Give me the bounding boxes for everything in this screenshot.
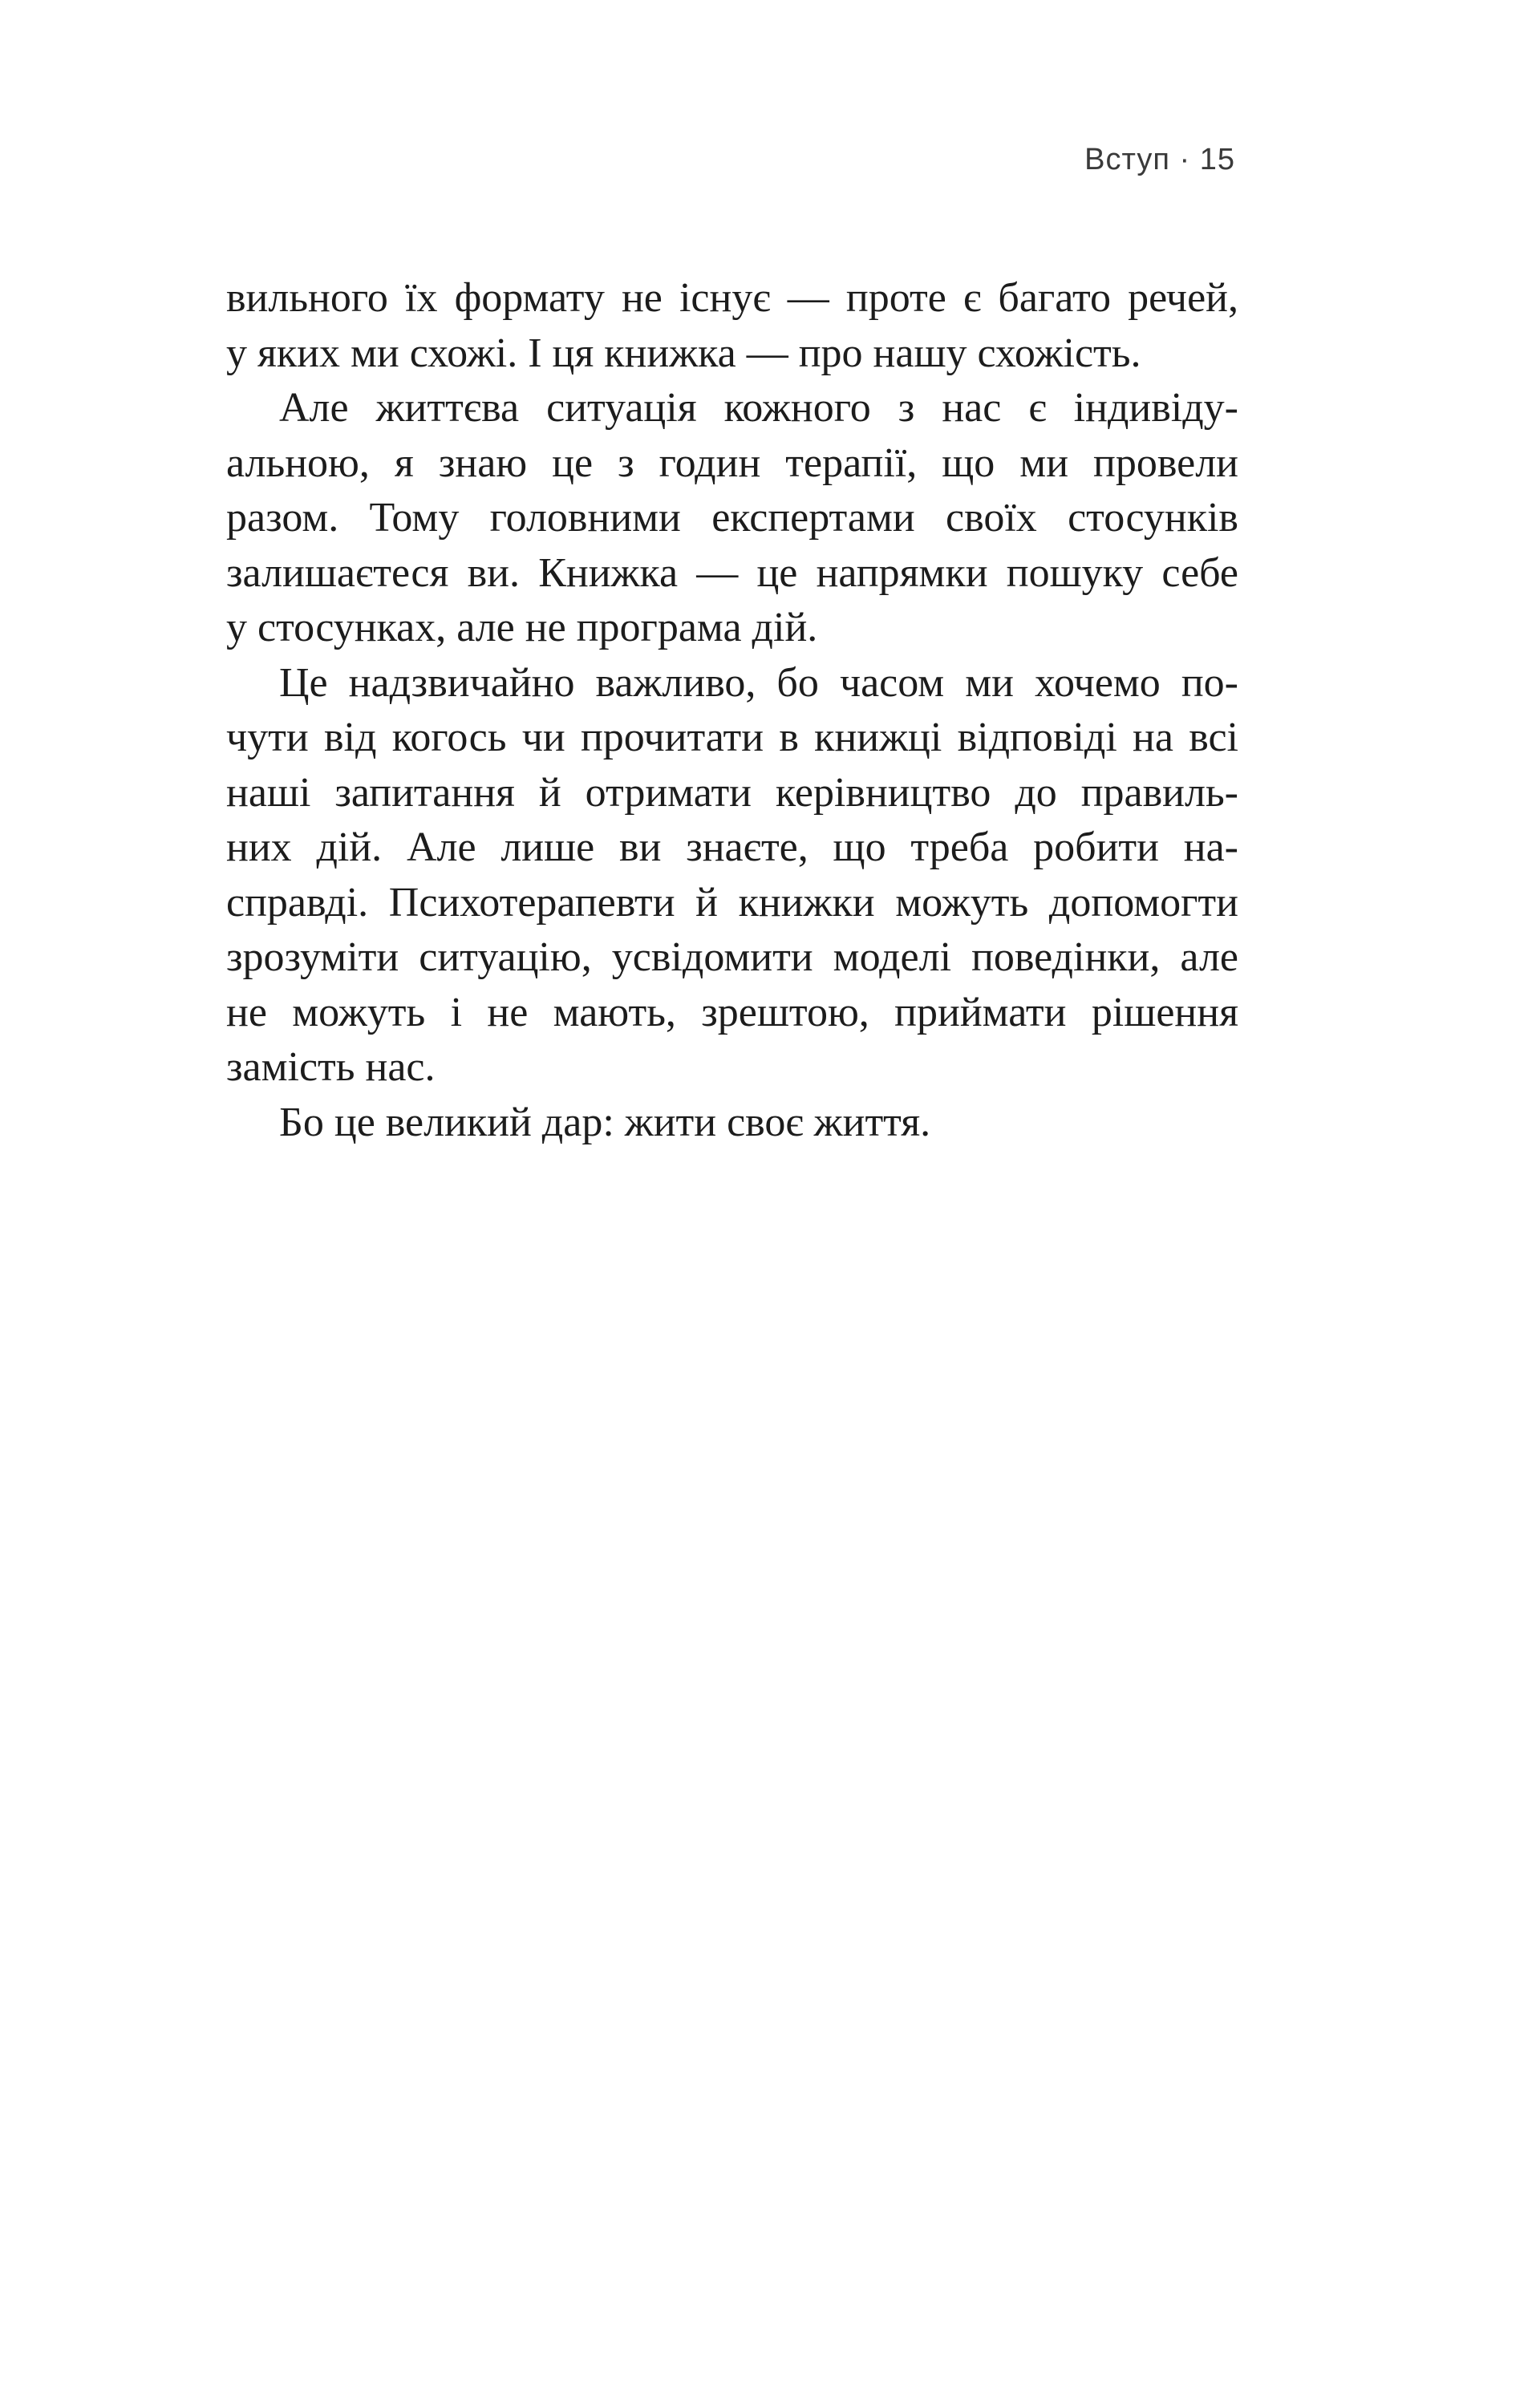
- text-line: Це надзвичайно важливо, бо часом ми хочемо по-: [279, 659, 1238, 706]
- text-line: замість нас.: [226, 1044, 436, 1090]
- running-head: [1084, 143, 1235, 177]
- text-line: Бо це великий дар: жити своє життя.: [279, 1099, 931, 1145]
- text-line: наші запитання й отримати керівництво до правиль-: [226, 769, 1238, 816]
- text-line: залишаєтеся ви. Книжка — це напрямки пошуку себе: [226, 549, 1238, 596]
- text-line: вильного їх формату не існує — проте є багато речей,: [226, 275, 1238, 321]
- text-line: у яких ми схожі. І ця книжка — про нашу схожість.: [226, 330, 1141, 376]
- text-line: не можуть і не мають, зрештою, приймати рішення: [226, 989, 1238, 1035]
- text-line: чути від когось чи прочитати в книжці відповіді на всі: [226, 715, 1238, 760]
- text-line: зрозуміти ситуацію, усвідомити моделі поведінки, але: [226, 934, 1238, 980]
- text-line: у стосунках, але не програма дій.: [226, 605, 818, 650]
- text-line: альною, я знаю це з годин терапії, що ми провели: [226, 440, 1238, 486]
- section-title: Вступ: [1084, 143, 1170, 176]
- separator: ·: [1179, 143, 1191, 176]
- body-text: [226, 271, 1238, 1150]
- text-line: них дій. Але лише ви знаєте, що треба робити на-: [226, 824, 1238, 870]
- text-line: разом. Тому головними експертами своїх стосунків: [226, 495, 1238, 541]
- text-line: Але життєва ситуація кожного з нас є індивіду-: [279, 385, 1238, 431]
- text-line: справді. Психотерапевти й книжки можуть допомогти: [226, 879, 1238, 926]
- page-number: 15: [1199, 143, 1235, 176]
